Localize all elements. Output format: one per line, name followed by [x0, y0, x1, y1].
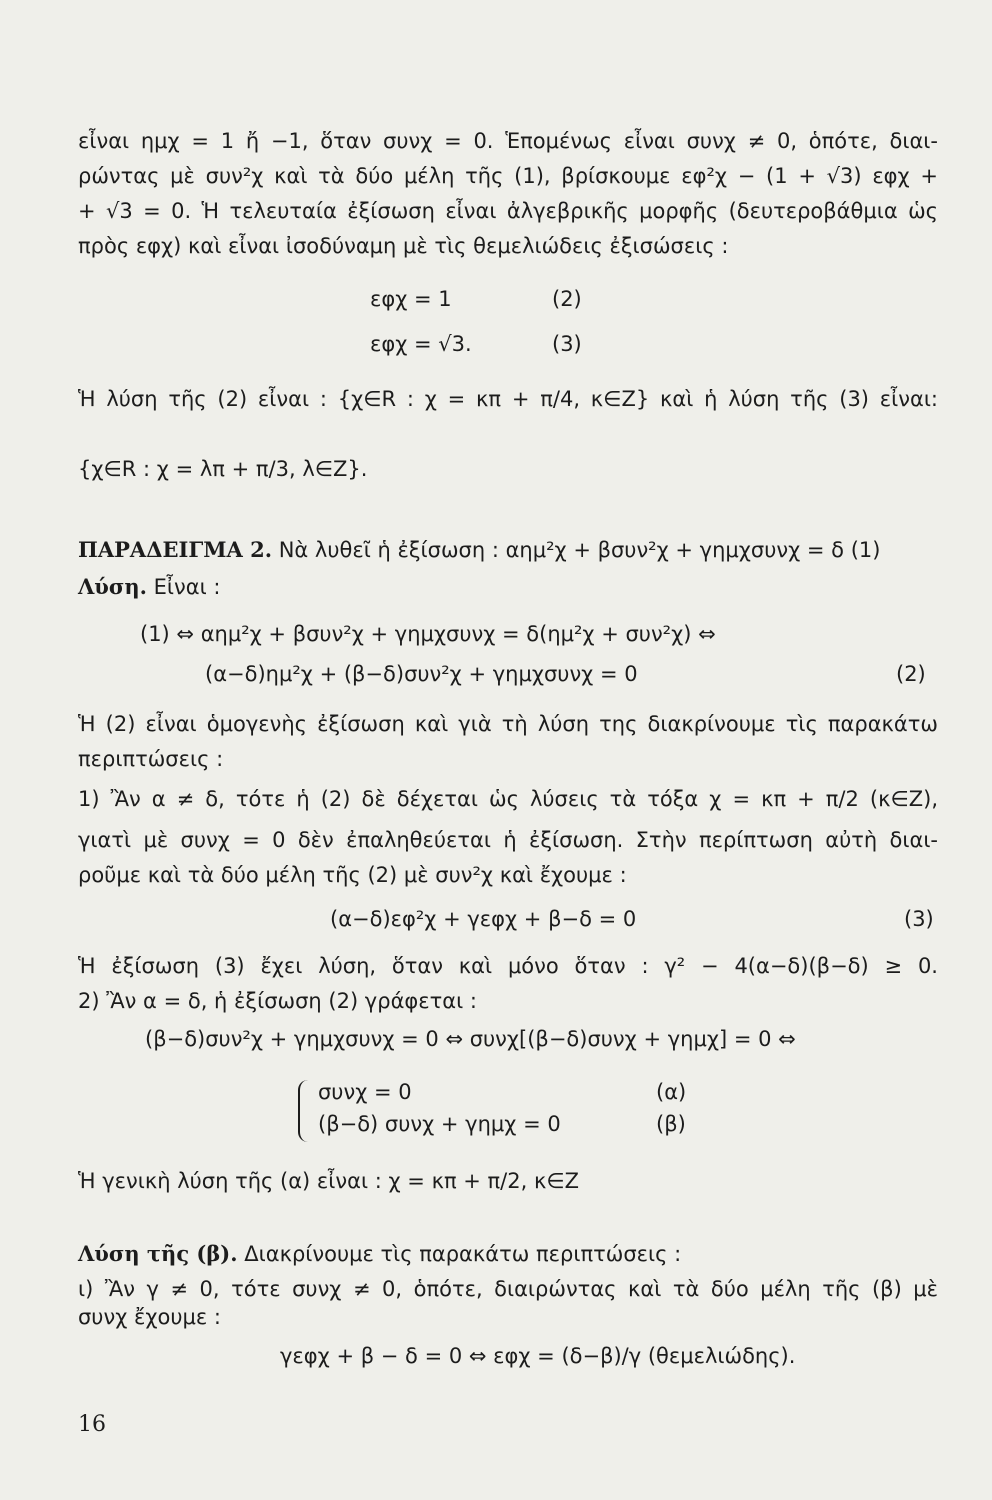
text-line: {χ∈R : χ = λπ + π/3, λ∈Z}.	[78, 457, 368, 481]
solution-heading	[78, 1240, 938, 1268]
equation: εφχ = √3.	[370, 332, 472, 356]
text-line: Ἡ γενικὴ λύση τῆς (α) εἶναι : χ = κπ + π/2, κ∈Z	[78, 1169, 580, 1193]
text-line: 1) Ἂν α ≠ δ, τότε ἡ (2) δὲ δέχεται ὡς λύσεις τὰ τόξα χ = κπ + π/2 (κ∈Z),	[78, 787, 938, 811]
solution-label: Λύση τῆς (β).	[78, 1241, 238, 1266]
equation: (β−δ) συνχ + γημχ = 0	[318, 1112, 561, 1136]
text-line: ροῦμε καὶ τὰ δύο μέλη τῆς (2) μὲ συν²χ καὶ ἔχουμε :	[78, 863, 627, 887]
text-line: συνχ ἔχουμε :	[78, 1305, 221, 1329]
solution-label: Λύση.	[78, 574, 147, 599]
equation: (α−δ)ημ²χ + (β−δ)συν²χ + γημχσυνχ = 0	[205, 662, 638, 686]
text-line: Ἡ ἐξίσωση (3) ἔχει λύση, ὅταν καὶ μόνο ὅταν : γ² − 4(α−δ)(β−δ) ≥ 0.	[78, 954, 938, 978]
solution-text: Εἶναι :	[153, 575, 221, 599]
equation: (β−δ)συν²χ + γημχσυνχ = 0 ⇔ συνχ[(β−δ)συνχ + γημχ] = 0 ⇔	[145, 1027, 796, 1051]
solution-heading	[78, 573, 938, 601]
equation-number: (α)	[656, 1080, 687, 1104]
equation: συνχ = 0	[318, 1080, 412, 1104]
text-line: πρὸς εφχ) καὶ εἶναι ἰσοδύναμη μὲ τὶς θεμελιώδεις ἐξισώσεις :	[78, 234, 729, 258]
text-line: γιατὶ μὲ συνχ = 0 δὲν ἐπαληθεύεται ἡ ἐξίσωση. Στὴν περίπτωση αὐτὴ διαι-	[78, 828, 938, 852]
equation-number: (3)	[904, 907, 934, 931]
example-title: ΠΑΡΑΔΕΙΓΜΑ 2.	[78, 537, 273, 562]
text-line: εἶναι ημχ = 1 ἤ −1, ὅταν συνχ = 0. Ἑπομένως εἶναι συνχ ≠ 0, ὁπότε, διαι-	[78, 129, 938, 153]
text-line: Ἡ (2) εἶναι ὁμογενὴς ἐξίσωση καὶ γιὰ τὴ λύση της διακρίνουμε τὶς παρακάτω	[78, 712, 938, 736]
system-brace	[298, 1080, 312, 1142]
equation: γεφχ + β − δ = 0 ⇔ εφχ = (δ−β)/γ (θεμελιώδης).	[280, 1344, 796, 1368]
text-line: περιπτώσεις :	[78, 747, 224, 771]
example-statement: Νὰ λυθεῖ ἡ ἐξίσωση : αημ²χ + βσυν²χ + γημχσυνχ = δ (1)	[278, 538, 881, 562]
equation-number: (2)	[552, 287, 582, 311]
example-heading	[78, 536, 938, 564]
text-line: Ἡ λύση τῆς (2) εἶναι : {χ∈R : χ = κπ + π/4, κ∈Z} καὶ ἡ λύση τῆς (3) εἶναι:	[78, 387, 938, 411]
equation-number: (β)	[656, 1112, 686, 1136]
equation: (1) ⇔ αημ²χ + βσυν²χ + γημχσυνχ = δ(ημ²χ + συν²χ) ⇔	[140, 622, 716, 646]
text-line: ι) Ἂν γ ≠ 0, τότε συνχ ≠ 0, ὁπότε, διαιρώντας καὶ τὰ δύο μέλη τῆς (β) μὲ	[78, 1277, 938, 1301]
equation-number: (3)	[552, 332, 582, 356]
equation-number: (2)	[896, 662, 926, 686]
text-line: + √3 = 0. Ἡ τελευταία ἐξίσωση εἶναι ἀλγεβρικῆς μορφῆς (δευτεροβάθμια ὡς	[78, 199, 938, 223]
page-number: 16	[78, 1412, 106, 1437]
equation: εφχ = 1	[370, 287, 452, 311]
text-line: 2) Ἂν α = δ, ἡ ἐξίσωση (2) γράφεται :	[78, 989, 477, 1013]
text-line: ρώντας μὲ συν²χ καὶ τὰ δύο μέλη τῆς (1), βρίσκουμε εφ²χ − (1 + √3) εφχ +	[78, 164, 938, 188]
equation: (α−δ)εφ²χ + γεφχ + β−δ = 0	[330, 907, 637, 931]
solution-text: Διακρίνουμε τὶς παρακάτω περιπτώσεις :	[244, 1242, 682, 1266]
